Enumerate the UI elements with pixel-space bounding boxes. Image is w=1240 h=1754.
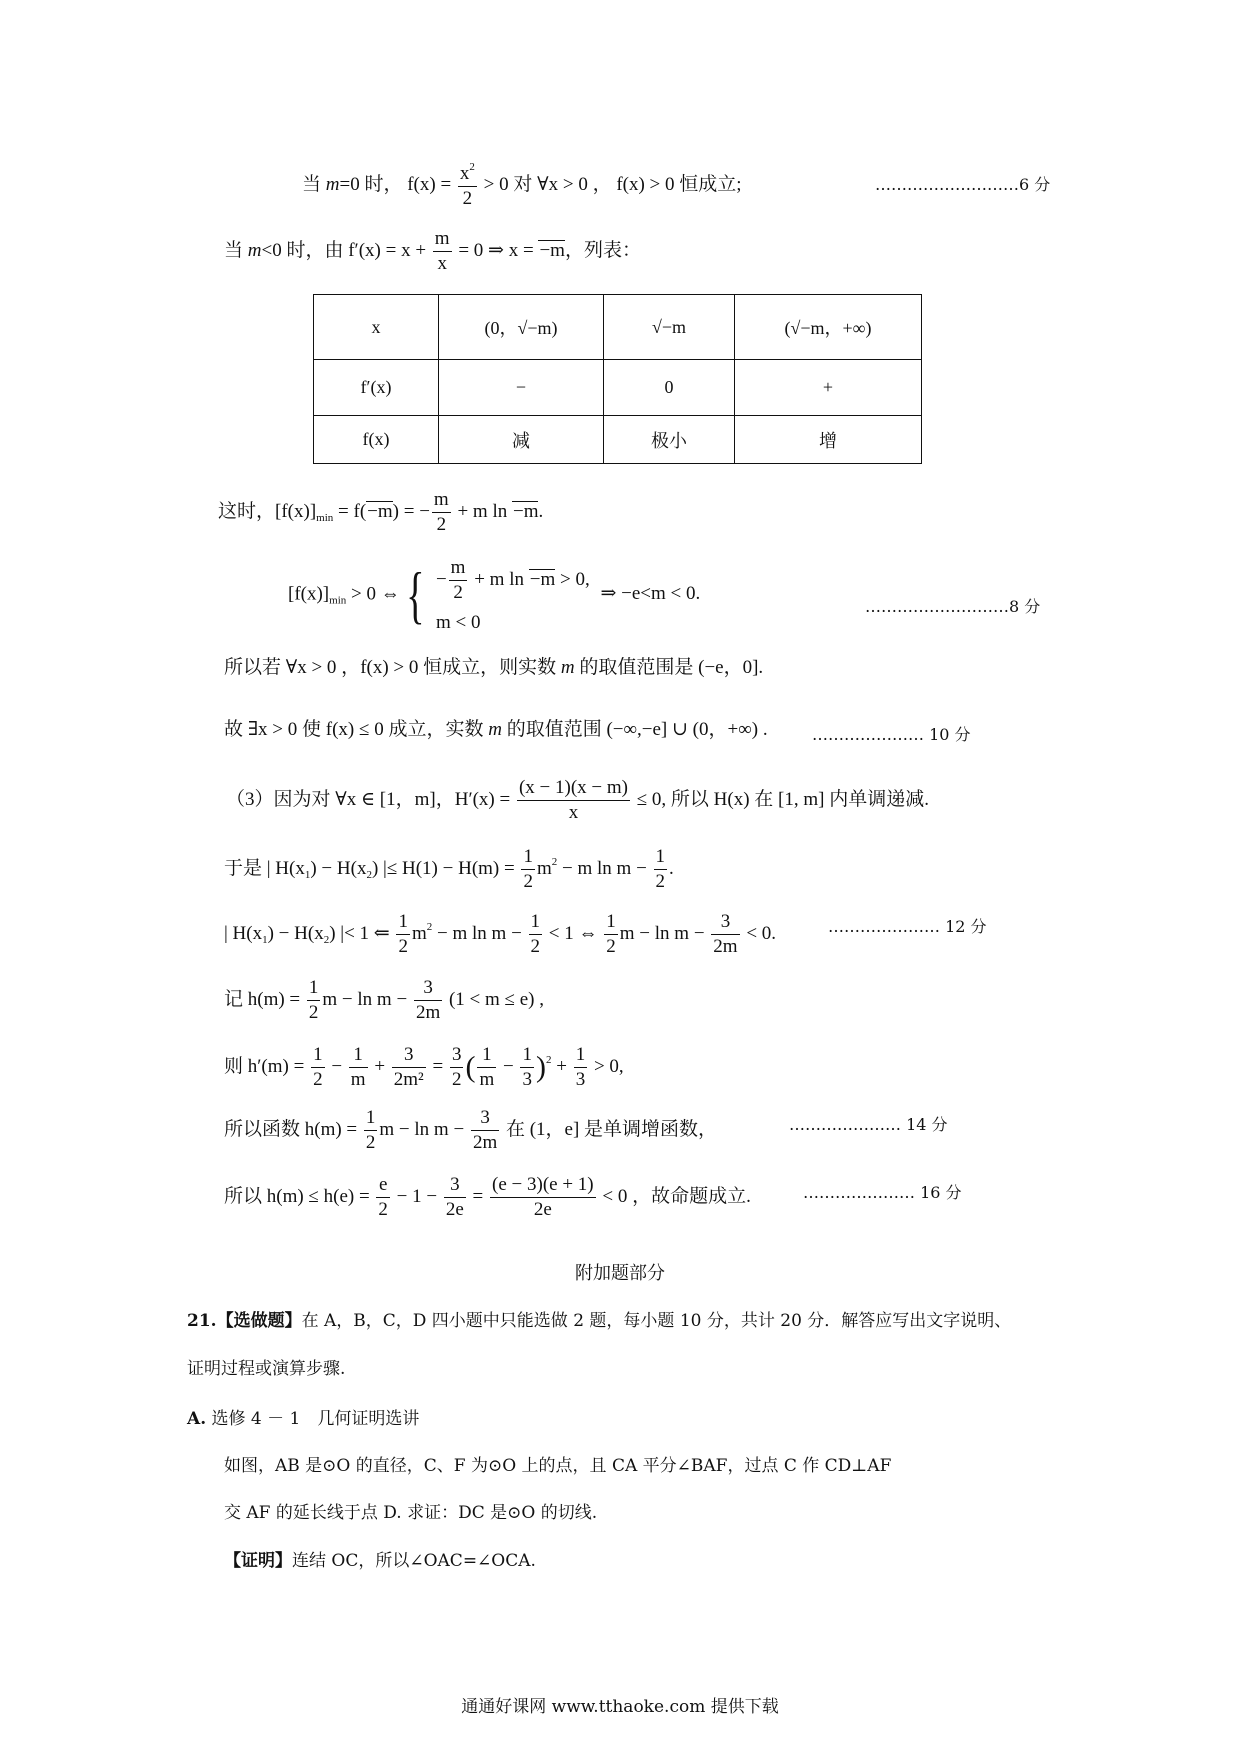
question-21: 21.【选做题】在 A，B，C，D 四小题中只能选做 2 题，每小题 10 分，共计 20 分．解答应写出文字说明、 xyxy=(187,1311,1012,1331)
existence-range: 故 ∃x > 0 使 f(x) ≤ 0 成立，实数 m 的取值范围 (−∞,−e] ∪ (0，+∞) . xyxy=(224,719,768,740)
part3-derivative: （3）因为对 ∀x ∈ [1，m]，H′(x) = $\frac{(x - 1)(x - m)}{x}$ ≤ 0, 所以 H(x) 在 [1, m] 内单调递减. xyxy=(226,777,929,823)
table-cell: − xyxy=(439,360,604,416)
brace-icon: { xyxy=(406,558,426,630)
table-cell: f(x) xyxy=(314,416,439,464)
proof-start: 【证明】连结 OC，所以∠OAC=∠OCA. xyxy=(224,1551,536,1571)
case-m-negative: 当 m<0 时，由 f′(x) = x + $\frac{m}{x}$ = 0 ⇒ x = −m，列表： xyxy=(224,228,641,274)
problem-statement-1: 如图，AB 是⊙O 的直径，C、F 为⊙O 上的点，且 CA 平分∠BAF，过点 C 作 CD⊥AF xyxy=(224,1456,892,1476)
table-cell: 减 xyxy=(439,416,604,464)
difference-bound: 于是 | $H(x_1) - H(x_2)$ |≤ H(1) − H(m) = $\frac{1}{2}$ $m^2 - m$ ln m − $\frac{1}{2}$ . xyxy=(224,846,674,892)
table-cell: f′(x) xyxy=(314,360,439,416)
section-title: 附加题部分 xyxy=(575,1263,665,1284)
table-cell: (0，√−m) xyxy=(439,295,604,360)
h-derivative: 则 h′(m) = $\frac{1}{2}$ − $\frac{1}{m}$ + $\frac{3}{\text{2m²}}$ = $\frac{3}{2}$ ( $\frac{1}{m}$ − $\frac{1}{3}$ )$^2$ + $\frac{1}{3}$ > 0, xyxy=(224,1044,624,1090)
monotonicity-table xyxy=(313,294,922,464)
problem-statement-2: 交 AF 的延长线于点 D. 求证：DC 是⊙O 的切线. xyxy=(224,1503,598,1523)
score-8: ………………………8 分 xyxy=(865,597,1041,616)
define-h: 记 h(m) = $\frac{1}{2}$ m − ln m − $\frac{3}{2m}$ (1 < m ≤ e) , xyxy=(224,977,544,1023)
footer: 通通好课网 www.tthaoke.com 提供下载 xyxy=(461,1697,779,1717)
score-10: ………………… 10 分 xyxy=(812,725,971,744)
option-a-heading: A. 选修 4 － 1 几何证明选讲 xyxy=(187,1409,420,1429)
range-conclusion: 所以若 ∀x > 0 ，f(x) > 0 恒成立，则实数 m 的取值范围是 (−e，0]. xyxy=(224,657,764,678)
min-positive-system: $[f(x)]_{min} > 0$ ⇔ { − $\frac{m}{2}$ + m ln −m > 0, m < 0 ⇒ −e<m < 0. xyxy=(288,557,701,633)
score-6: ………………………6 分 xyxy=(875,175,1051,194)
score-12: ………………… 12 分 xyxy=(828,917,987,936)
table-cell: 极小 xyxy=(604,416,735,464)
table-cell: x xyxy=(314,295,439,360)
final-conclusion: 所以 h(m) ≤ h(e) = $\frac{e}{2}$ − 1 − $\frac{3}{2e}$ = $\frac{(e - 3)(e + 1)}{2e}$ < 0 ，故命题成立. xyxy=(224,1174,751,1220)
sufficient-condition: | $H(x_1) - H(x_2)$ |< 1 ⇐ $\frac{1}{2}$ $m^2 - m$ ln m − $\frac{1}{2}$ < 1 ⇔ $\frac{1}{2}$ m − ln m − $\frac{3}{2m}$ < 0. xyxy=(224,911,777,957)
table-cell: 0 xyxy=(604,360,735,416)
score-16: ………………… 16 分 xyxy=(803,1183,962,1202)
table-cell: (√−m，+∞) xyxy=(735,295,922,360)
table-cell: + xyxy=(735,360,922,416)
min-value-line: 这时，$[f(x)]_{min} = f(-m)$ = − $\frac{m}{2}$ + m ln −m. xyxy=(218,489,544,535)
score-14: ………………… 14 分 xyxy=(789,1115,948,1134)
table-cell: √−m xyxy=(604,295,735,360)
case-m-zero: 当 m=0 时， f(x) = $\frac{x^2}{2}$ > 0 对 ∀x > 0 ， f(x) > 0 恒成立; xyxy=(302,161,742,209)
table-cell: 增 xyxy=(735,416,922,464)
question-21-cont: 证明过程或演算步骤. xyxy=(187,1359,346,1379)
h-increasing: 所以函数 h(m) = $\frac{1}{2}$ m − ln m − $\frac{3}{2m}$ 在 (1，e] 是单调增函数， xyxy=(224,1107,718,1153)
